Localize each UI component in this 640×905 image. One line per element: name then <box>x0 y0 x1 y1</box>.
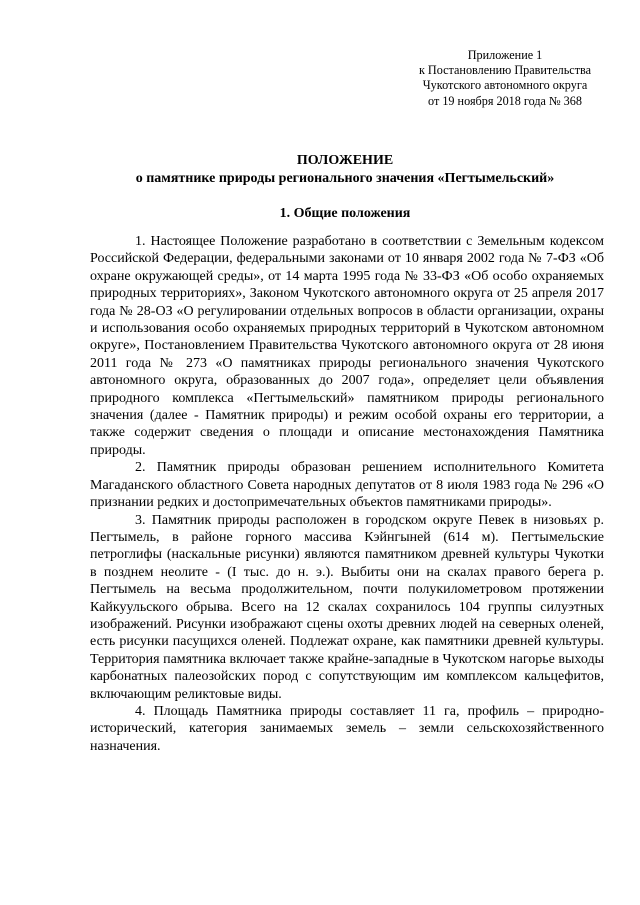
appendix-line: Чукотского автономного округа <box>422 78 588 93</box>
appendix-line: Приложение 1 <box>467 48 543 62</box>
paragraph: 4. Площадь Памятника природы составляет 11 га, профиль – природно-исторический, категория занимаемых земель – земли сельскохозяйственного назначения. <box>90 703 604 754</box>
appendix-block <box>390 48 620 109</box>
document-body <box>90 233 604 755</box>
document-subtitle: о памятнике природы регионального значения «Пегтымельский» <box>135 171 555 186</box>
paragraph: 2. Памятник природы образован решением исполнительного Комитета Магаданского областного Совета народных депутатов от 8 июля 1983 года № 296 «О признании редких и достопримечательных объектов памятниками природы». <box>90 460 604 511</box>
appendix-line: от 19 ноября 2018 года № 368 <box>428 93 582 108</box>
paragraph: 3. Памятник природы расположен в городском округе Певек в низовьях р. Пегтымель, в районе горного массива Кэйнгыней (614 м). Пегтымельские петроглифы (наскальные рисунки) являются памятником древней культуры Чукотки в позднем неолите - (I тыс. до н. э.). Выбиты они на скалах правого берега р. Пегтымель на весьма продолжительном, почти полукилометровом протяжении Кайкуульского обрыва. Всего на 12 скалах сохранилось 104 группы силуэтных изображений. Рисунки изображают сцены охоты древних людей на северных оленей, есть рисунки пасущихся оленей. Подлежат охране, как памятники древней культуры. Территория памятника включает также крайне-западные в Чукотском нагорье выходы карбонатных палеозойских пород с сопутствующим им комплексом кальцефитов, включающим реликтовые виды. <box>90 512 604 702</box>
document-title: ПОЛОЖЕНИЕ <box>296 153 394 168</box>
section-heading: 1. Общие положения <box>279 206 411 221</box>
appendix-line: к Постановлению Правительства <box>418 63 592 78</box>
paragraph: 1. Настоящее Положение разработано в соответствии с Земельным кодексом Российской Федерации, федеральными законами от 10 января 2002 года № 7-ФЗ «Об охране окружающей среды», от 14 марта 1995 года № 33-ФЗ «Об особо охраняемых природных территориях», Законом Чукотского автономного округа от 25 апреля 2017 года № 28-ОЗ «О регулировании отдельных вопросов в области организации, охраны и использования особо охраняемых природных территорий в Чукотском автономном округе», Постановлением Правительства Чукотского автономного округа от 28 июня 2011 года № 273 «О памятниках природы регионального значения Чукотского автономного округа, образованных до 2007 года», определяет цели объявления природного комплекса «Пегтымельский» памятником природы регионального значения (далее - Памятник природы) и режим особой охраны его территории, а также содержит сведения о площади и описание местонахождения Памятника природы. <box>90 234 604 458</box>
